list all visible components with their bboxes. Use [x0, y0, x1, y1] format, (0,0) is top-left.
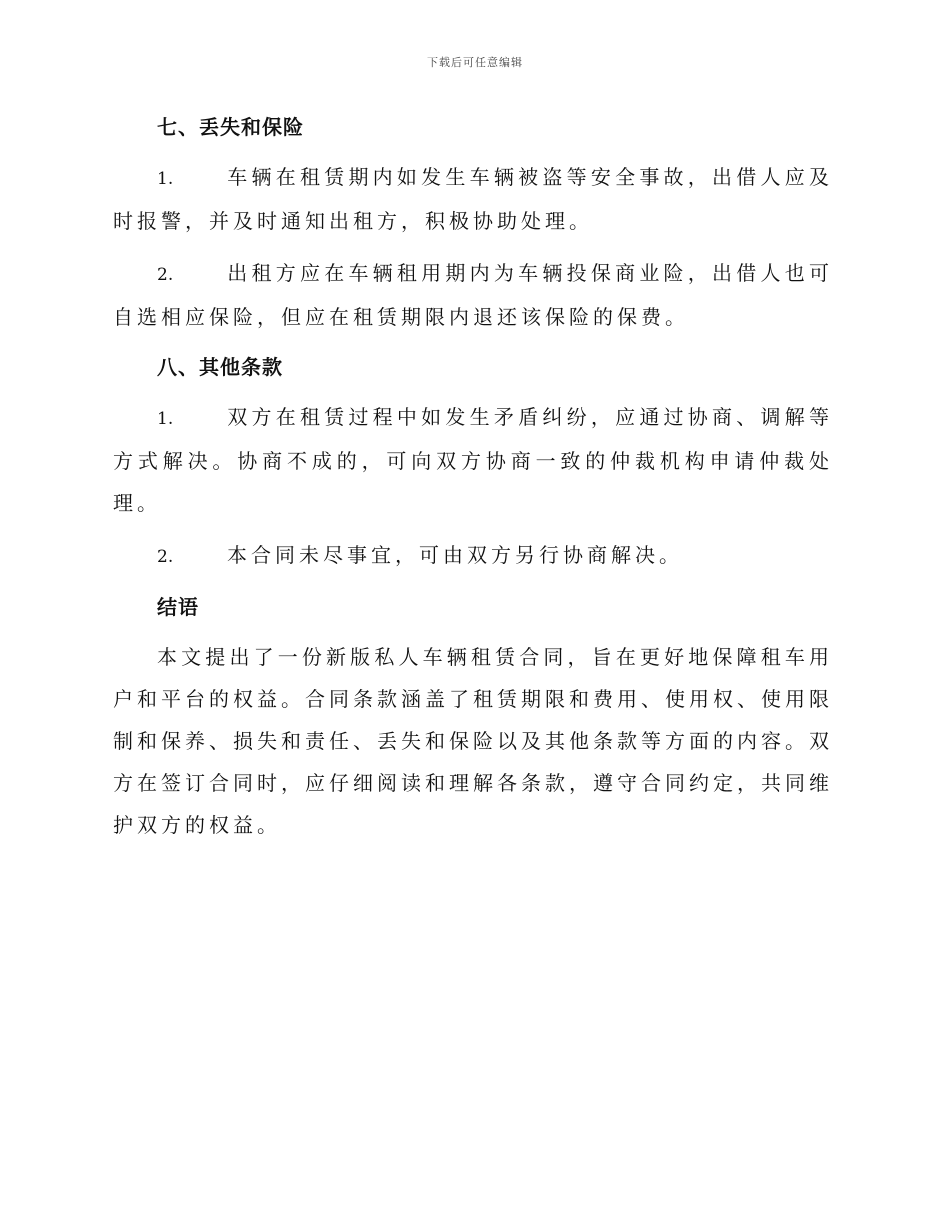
section-heading-loss-insurance: 七、丢失和保险: [157, 115, 304, 139]
clause-7-1: [113, 156, 833, 242]
clause-text: 车辆在租赁期内如发生车辆被盗等安全事故，出借人应及时报警，并及时通知出租方，积极协助处理。: [113, 165, 833, 233]
clause-8-1: [113, 396, 833, 524]
clause-text: 出租方应在车辆租用期内为车辆投保商业险，出借人也可自选相应保险，但应在租赁期限内退还该保险的保费。: [113, 261, 833, 329]
section-heading-other-terms: 八、其他条款: [157, 355, 283, 379]
header-note: 下载后可任意编辑: [427, 56, 523, 69]
document-body: [113, 108, 833, 846]
clause-8-2: [113, 534, 833, 578]
clause-number: 2.: [157, 547, 174, 567]
conclusion-paragraph: 本文提出了一份新版私人车辆租赁合同，旨在更好地保障租车用户和平台的权益。合同条款涵盖了租赁期限和费用、使用权、使用限制和保养、损失和责任、丢失和保险以及其他条款等方面的内容。双方在签订合同时，应仔细阅读和理解各条款，遵守合同约定，共同维护双方的权益。: [113, 645, 833, 837]
clause-number: 1.: [157, 169, 174, 189]
clause-text: 双方在租赁过程中如发生矛盾纠纷，应通过协商、调解等方式解决。协商不成的，可向双方协商一致的仲裁机构申请仲裁处理。: [113, 405, 833, 515]
conclusion-heading: 结语: [157, 595, 199, 619]
clause-number: 2.: [157, 265, 174, 285]
clause-text: 本合同未尽事宜，可由双方另行协商解决。: [227, 543, 683, 567]
clause-7-2: [113, 252, 833, 338]
clause-number: 1.: [157, 409, 174, 429]
